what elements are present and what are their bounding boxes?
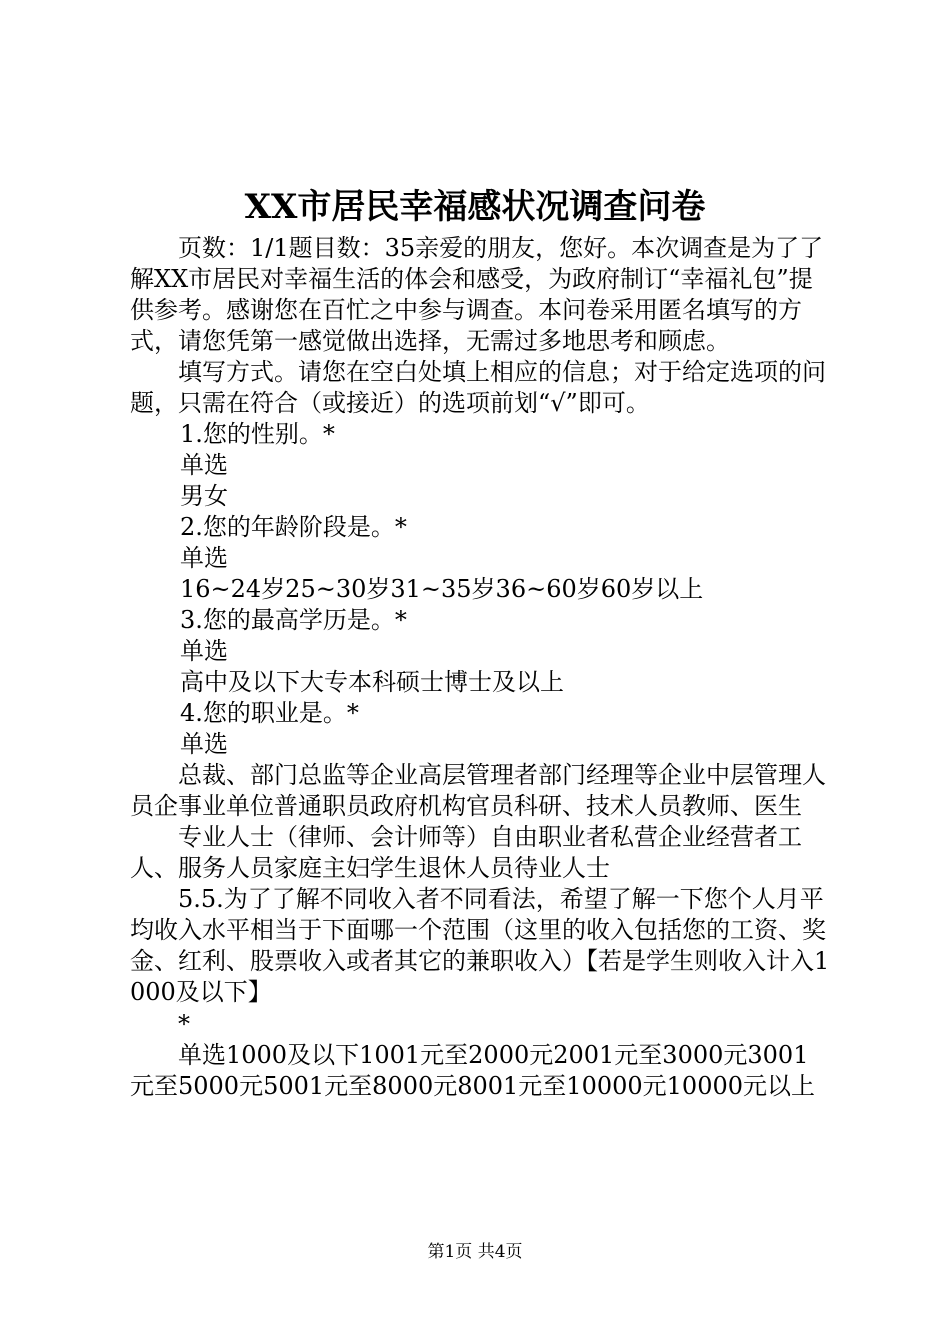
question-2-options: 16~24岁25~30岁31~35岁36~60岁60岁以上 <box>180 575 704 603</box>
question-5-options: 单选1000及以下1001元至2000元2001元至3000元3001元至5000元5001元至8000元8001元至10000元10000元以上 <box>130 1041 816 1100</box>
question-5: 5.5.为了了解不同收入者不同看法，希望了解一下您个人月平均收入水平相当于下面哪一个范围（这里的收入包括您的工资、奖金、红利、股票收入或者其它的兼职收入）【若是学生则收入计入1000及以下】 <box>130 885 830 1006</box>
question-5-required-mark: * <box>178 1010 190 1038</box>
question-1: 1.您的性别。* <box>180 420 335 448</box>
page-footer: 第1页 共4页 <box>427 1242 523 1262</box>
question-4-options-part2: 专业人士（律师、会计师等）自由职业者私营企业经营者工人、服务人员家庭主妇学生退休人员待业人士 <box>130 823 802 882</box>
question-4: 4.您的职业是。* <box>180 699 359 727</box>
question-4-type: 单选 <box>180 730 228 758</box>
document-body <box>130 233 830 1102</box>
instructions-paragraph: 填写方式。请您在空白处填上相应的信息；对于给定选项的问题，只需在符合（或接近）的选项前划“√”即可。 <box>130 358 826 417</box>
document-title: XX市居民幸福感状况调查问卷 <box>244 187 706 227</box>
question-3: 3.您的最高学历是。* <box>180 606 407 634</box>
question-1-type: 单选 <box>180 451 228 479</box>
question-4-options-part1: 总裁、部门总监等企业高层管理者部门经理等企业中层管理人员企事业单位普通职员政府机构官员科研、技术人员教师、医生 <box>130 761 826 820</box>
question-2: 2.您的年龄阶段是。* <box>180 513 407 541</box>
intro-paragraph: 页数：1/1题目数：35亲爱的朋友，您好。本次调查是为了了解XX市居民对幸福生活的体会和感受，为政府制订“幸福礼包”提供参考。感谢您在百忙之中参与调查。本问卷采用匿名填写的方式，请您凭第一感觉做出选择，无需过多地思考和顾虑。 <box>130 234 824 355</box>
question-3-options: 高中及以下大专本科硕士博士及以上 <box>180 668 564 696</box>
question-1-options: 男女 <box>180 482 228 510</box>
question-3-type: 单选 <box>180 637 228 665</box>
question-2-type: 单选 <box>180 544 228 572</box>
